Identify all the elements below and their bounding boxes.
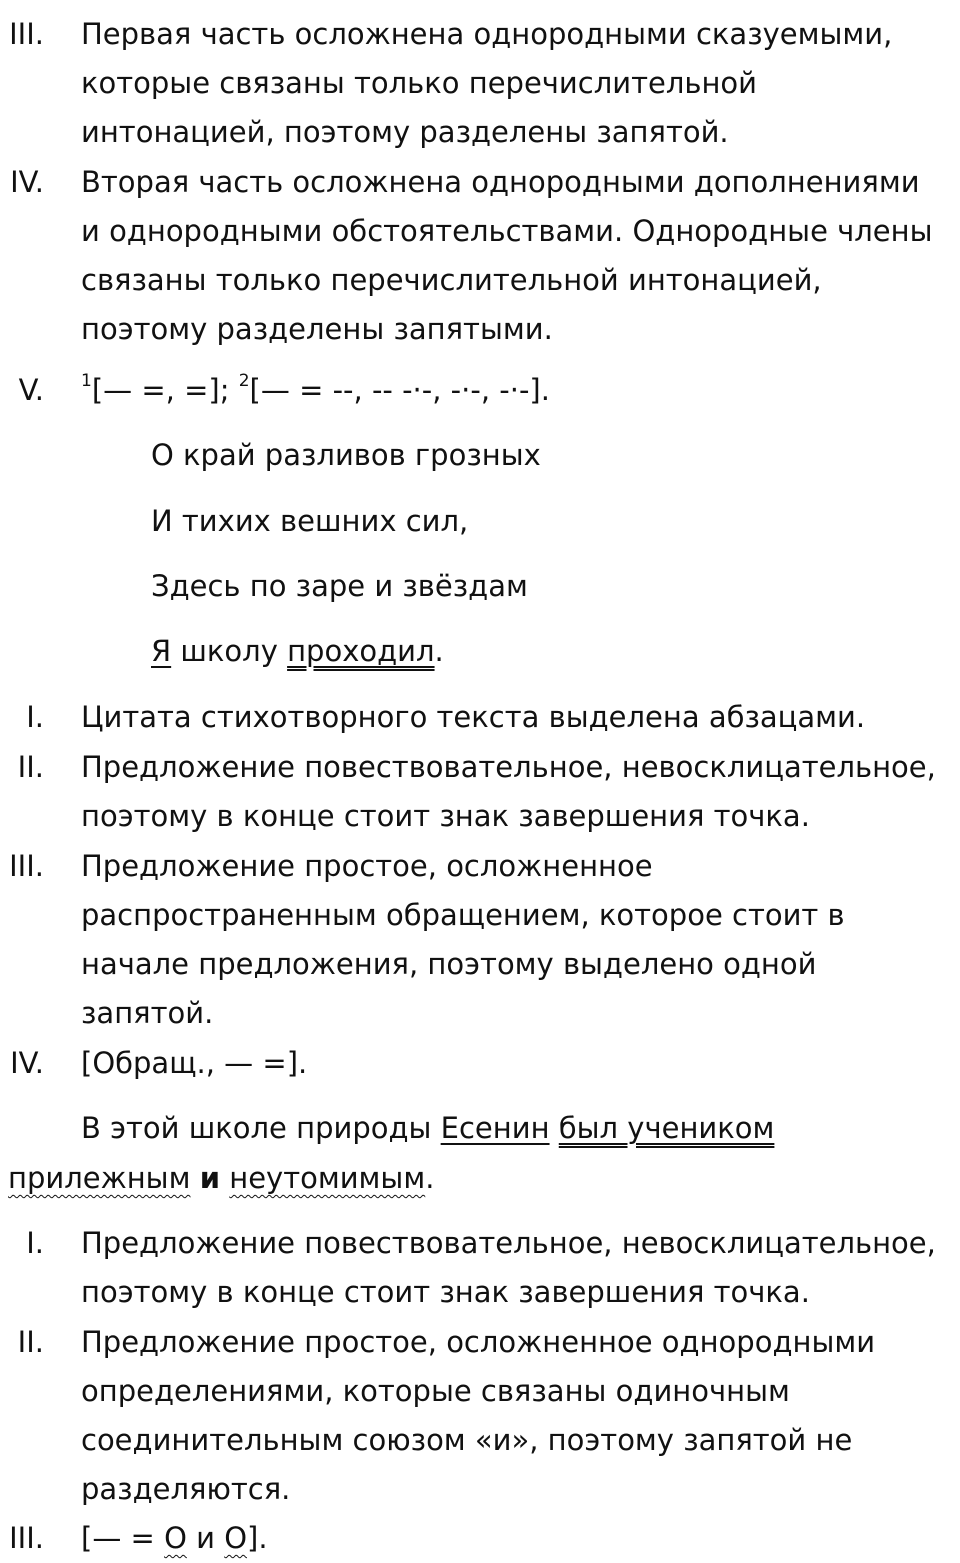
text-fragment <box>190 1161 199 1195</box>
text-line: [Обращ., — =]. <box>81 1046 308 1080</box>
text-line: Цитата стихотворного текста выделена абзацами. <box>81 700 866 734</box>
part-index: 1 <box>81 371 92 391</box>
text-line: Вторая часть осложнена однородными дополнениями <box>81 165 920 199</box>
conjunction: и <box>199 1161 221 1195</box>
subject: Есенин <box>440 1111 550 1145</box>
scheme-part: [— =, =]; <box>91 373 239 407</box>
text-line: и однородными обстоятельствами. Однородные члены <box>81 214 933 248</box>
predicate: проходил <box>287 634 435 668</box>
text-line: Предложение простое, осложненное <box>81 849 653 883</box>
list-text <box>81 10 960 157</box>
list-text <box>81 1219 960 1317</box>
text-line: распространенным обращением, которое стоит в <box>81 898 845 932</box>
list-number: III. <box>9 1521 44 1555</box>
text-line: определениями, которые связаны одиночным <box>81 1374 790 1408</box>
text-fragment <box>220 1161 229 1195</box>
list-number: III. <box>9 17 44 51</box>
list-number: I. <box>26 700 44 734</box>
text-fragment: . <box>434 634 444 668</box>
text-line: Предложение повествовательное, невосклицательное, <box>81 1226 936 1260</box>
sentence-line <box>8 1154 434 1203</box>
list-text <box>81 743 960 841</box>
text-line: разделяются. <box>81 1472 291 1506</box>
sentence-line <box>81 1104 774 1153</box>
text-line: Предложение повествовательное, невосклицательное, <box>81 750 936 784</box>
scheme-part: [— = <box>81 1521 165 1555</box>
text-line: поэтому в конце стоит знак завершения точка. <box>81 799 810 833</box>
text-line: Первая часть осложнена однородными сказуемыми, <box>81 17 893 51</box>
text-fragment <box>550 1111 559 1145</box>
sentence-scheme <box>81 366 960 415</box>
text-line: интонацией, поэтому разделены запятой. <box>81 115 729 149</box>
predicate: был учеником <box>558 1111 775 1145</box>
scheme-part: и <box>186 1521 225 1555</box>
text-line: которые связаны только перечислительной <box>81 66 758 100</box>
text-line: Предложение простое, осложненное однородными <box>81 1325 876 1359</box>
text-line: поэтому в конце стоит знак завершения точка. <box>81 1275 810 1309</box>
part-index: 2 <box>238 371 250 391</box>
poem-line: И тихих вешних сил, <box>151 504 469 538</box>
text-fragment: В этой школе природы <box>81 1111 441 1145</box>
list-text <box>81 842 960 1038</box>
list-number: V. <box>18 373 44 407</box>
subject: Я <box>151 634 172 668</box>
text-line: соединительным союзом «и», поэтому запятой не <box>81 1423 853 1457</box>
text-line: запятой. <box>81 996 214 1030</box>
scheme-part: ]. <box>247 1521 268 1555</box>
list-number: II. <box>17 750 44 784</box>
text-line: поэтому разделены запятыми. <box>81 312 553 346</box>
list-number: II. <box>17 1325 44 1359</box>
list-number: III. <box>9 849 44 883</box>
poem-line <box>151 627 444 676</box>
list-text <box>81 693 960 742</box>
text-fragment: школу <box>171 634 288 668</box>
list-number: IV. <box>10 1046 44 1080</box>
text-fragment: . <box>425 1161 435 1195</box>
scheme-attribute: О <box>164 1521 187 1555</box>
list-number: I. <box>26 1226 44 1260</box>
list-text <box>81 1039 960 1088</box>
attribute: неутомимым <box>229 1161 426 1195</box>
list-text <box>81 158 960 354</box>
attribute: прилежным <box>8 1161 191 1195</box>
scheme-part: [— = --, -- -·-, -·-, -·-]. <box>249 373 550 407</box>
list-text <box>81 1318 960 1514</box>
sentence-scheme <box>81 1514 960 1563</box>
poem-line: Здесь по заре и звёздам <box>151 569 528 603</box>
text-line: начале предложения, поэтому выделено одной <box>81 947 817 981</box>
scheme-attribute: О <box>224 1521 248 1555</box>
poem-line: О край разливов грозных <box>151 438 541 472</box>
text-line: связаны только перечислительной интонацией, <box>81 263 822 297</box>
list-number: IV. <box>10 165 44 199</box>
